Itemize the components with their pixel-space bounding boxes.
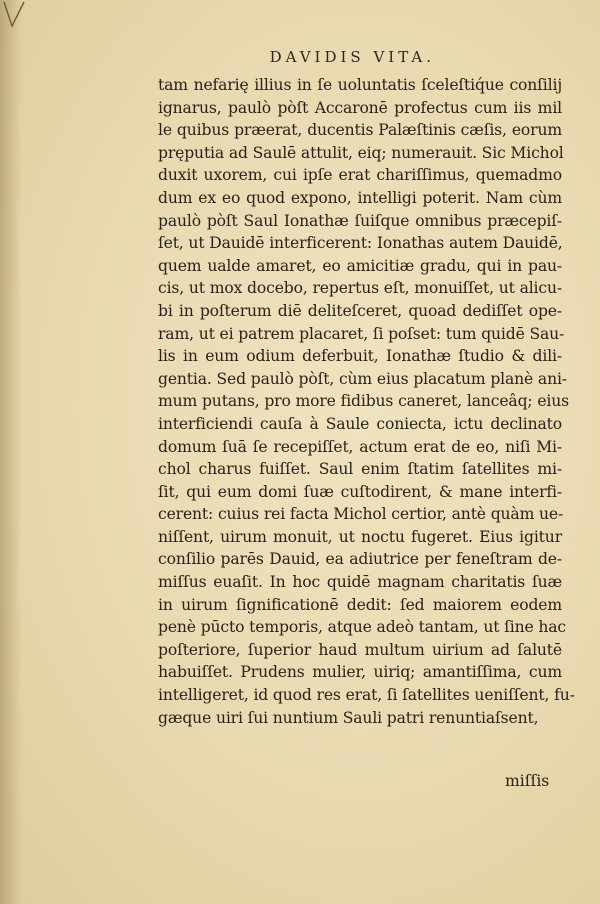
text-line: gentia. Sed paulò pòſt, cùm eius placatum planè ani- — [158, 369, 567, 388]
text-line: intelligeret, id quod res erat, ſi ſatellites ueniſſent, fu- — [158, 686, 575, 705]
text-line: cis, ut mox docebo, repertus eſt, monuiſſet, ut alicu- — [158, 279, 562, 298]
text-line: bi in poſterum diē deliteſceret, quoad dediſſet ope- — [158, 301, 562, 320]
gutter-shadow — [0, 0, 22, 904]
text-line: gæque uiri ſui nuntium Sauli patri renuntiaſsent, — [158, 708, 539, 727]
text-line: cerent: cuius rei facta Michol certior, antè quàm ue- — [158, 505, 564, 524]
text-line: duxit uxorem, cui ipſe erat chariſſimus, quemadmo — [158, 166, 562, 185]
running-head: DAVIDIS VITA. — [269, 48, 435, 66]
text-line: ram, ut ei patrem placaret, ſi poſset: tum quidē Sau- — [158, 324, 565, 343]
text-line: mum putans, pro more fidibus caneret, lanceâq; eius — [158, 392, 569, 411]
text-line: quem ualde amaret, eo amicitiæ gradu, qui in pau- — [158, 256, 562, 275]
text-line: paulò pòſt Saul Ionathæ ſuiſque omnibus præcepiſ- — [158, 211, 562, 230]
text-line: penè pūcto temporis, atque adeò tantam, ut ſine hac — [158, 618, 566, 637]
text-line: ſit, qui eum domi ſuæ cuſtodirent, & mane interfi- — [158, 482, 562, 501]
text-line: ſet, ut Dauidē interficerent: Ionathas autem Dauidē, — [158, 234, 563, 253]
text-line: conſilio parēs Dauid, ea adiutrice per feneſtram de- — [158, 550, 562, 569]
text-line: poſteriore, ſuperior haud multum uirium ad ſalutē — [158, 640, 562, 659]
text-line: le quibus præerat, ducentis Palæſtinis cæſis, eorum — [158, 121, 562, 140]
text-line: dum ex eo quod expono, intelligi poterit. Nam cùm — [158, 188, 562, 207]
catchword: miſſis — [505, 772, 550, 790]
text-line: tam nefarię illius in ſe uoluntatis ſceleſtiq́ue conſilij — [158, 76, 562, 94]
text-line: lis in eum odium deferbuit, Ionathæ ſtudio & dili- — [158, 347, 562, 366]
text-line: interficiendi cauſa à Saule coniecta, ictu declinato — [158, 414, 562, 433]
text-line: chol charus fuiſſet. Saul enim ſtatim ſatellites mi- — [158, 460, 562, 479]
text-line: habuiſſet. Prudens mulier, uiriq; amantiſſima, cum — [158, 663, 562, 682]
text-line: miſſus euaſit. In hoc quidē magnam charitatis ſuæ — [158, 573, 562, 592]
text-line: ignarus, paulò pòſt Accaronē profectus cum iis mil — [158, 98, 562, 117]
pen-mark — [2, 0, 26, 30]
body-text — [158, 74, 575, 729]
text-line: domum ſuā ſe recepiſſet, actum erat de eo, niſi Mi- — [158, 437, 562, 456]
text-line: niſſent, uirum monuit, ut noctu fugeret. Eius igitur — [158, 527, 562, 546]
text-line: pręputia ad Saulē attulit, eiq; numerauit. Sic Michol — [158, 143, 564, 162]
text-line: in uirum ſignificationē dedit: ſed maiorem eodem — [158, 595, 562, 614]
